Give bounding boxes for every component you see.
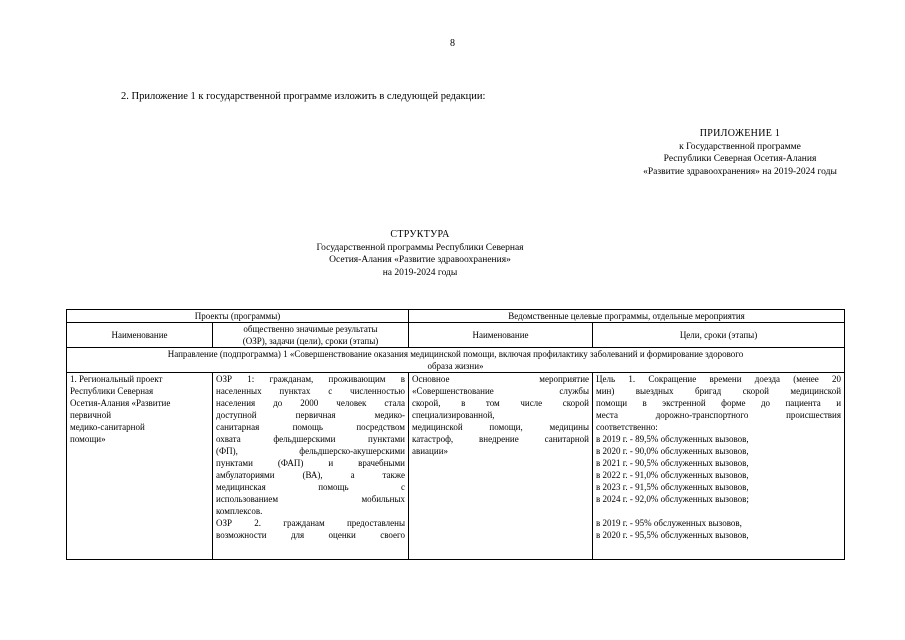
structure-line: на 2019-2024 годы <box>382 267 458 278</box>
ozr-cell <box>213 373 409 560</box>
goal-year-line: в 2019 г. - 89,5% обслуженных вызовов, <box>596 434 749 444</box>
activity-line: специализированной, <box>412 410 495 420</box>
header-results-line: (ОЗР), задачи (цели), сроки (этапы) <box>242 336 379 346</box>
ozr-line: возможности для оценки своего <box>216 530 405 540</box>
appendix-line: к Государственной программе <box>679 141 801 152</box>
project-name-cell <box>67 373 213 560</box>
goal-year-line: в 2020 г. - 90,0% обслуженных вызовов, <box>596 446 749 456</box>
appendix-heading <box>540 128 905 178</box>
activity-line: медицинской помощи, медицины <box>412 422 589 432</box>
header-results <box>213 323 409 348</box>
ozr-line: комплексов. <box>216 506 263 516</box>
ozr-line: санитарная помощь посредством <box>216 422 405 432</box>
structure-line: Осетия-Алания «Развитие здравоохранения» <box>329 255 511 265</box>
goal-line: Цель 1. Сокращение времени доезда (менее 20 <box>596 374 842 384</box>
section-line: Направление (подпрограмма) 1 «Совершенствование оказания медицинской помощи, включая профилактику заболеваний и формирование здорового <box>167 349 744 359</box>
goal-line: места дорожно-транспортного происшествия <box>596 410 842 420</box>
ozr-line: ОЗР 1: гражданам, проживающим в <box>216 374 405 384</box>
activity-line: авиации» <box>412 446 449 456</box>
appendix-line: Республики Северная Осетия-Алания <box>663 154 817 164</box>
appendix-line: «Развитие здравоохранения» на 2019-2024 годы <box>643 166 837 177</box>
goal-year-line: в 2022 г. - 91,0% обслуженных вызовов, <box>596 470 749 480</box>
header-name-right: Наименование <box>409 323 593 348</box>
goal-line: соответственно: <box>596 422 658 432</box>
section-row <box>67 348 845 373</box>
goal-year-line: в 2021 г. - 90,5% обслуженных вызовов, <box>596 458 749 468</box>
table-header-row <box>67 310 845 323</box>
project-line: Республики Северная <box>70 386 154 396</box>
ozr-line: использованием мобильных <box>216 494 405 504</box>
page-number: 8 <box>450 38 455 49</box>
intro-paragraph: 2. Приложение 1 к государственной программе изложить в следующей редакции: <box>121 91 486 102</box>
header-departmental: Ведомственные целевые программы, отдельные мероприятия <box>409 310 845 323</box>
ozr-line: доступной первичная медико- <box>216 410 405 420</box>
appendix-title: ПРИЛОЖЕНИЕ 1 <box>699 128 781 139</box>
ozr-line: амбулаториями (ВА), а также <box>216 470 405 480</box>
activity-line: «Совершенствование службы <box>412 386 589 396</box>
goal-line: помощи в экстренной форме до пациента и <box>596 398 842 408</box>
activity-cell <box>409 373 593 560</box>
goal-year-line: в 2020 г. - 95,5% обслуженных вызовов, <box>596 530 749 540</box>
structure-heading <box>220 229 620 279</box>
header-name-left: Наименование <box>67 323 213 348</box>
project-line: 1. Региональный проект <box>70 374 163 384</box>
ozr-line: (ФП), фельдшерско-акушерскими <box>216 446 405 456</box>
header-goals: Цели, сроки (этапы) <box>593 323 845 348</box>
ozr-line: ОЗР 2. гражданам предоставлены <box>216 518 405 528</box>
project-line: помощи» <box>70 434 106 444</box>
header-results-line: общественно значимые результаты <box>243 324 378 334</box>
header-projects: Проекты (программы) <box>67 310 409 323</box>
activity-line: катастроф, внедрение санитарной <box>412 434 589 444</box>
section-line: образа жизни» <box>427 361 484 371</box>
activity-line: Основное мероприятие <box>412 374 589 384</box>
goal-year-line: в 2024 г. - 92,0% обслуженных вызовов; <box>596 494 749 504</box>
activity-line: скорой, в том числе скорой <box>412 398 589 408</box>
table-row <box>67 373 845 560</box>
ozr-line: пунктами (ФАП) и врачебными <box>216 458 405 468</box>
goals-cell <box>593 373 845 560</box>
ozr-line: населения до 2000 человек стала <box>216 398 405 408</box>
goal-spacer <box>596 505 841 517</box>
project-line: первичной <box>70 410 112 420</box>
structure-line: Государственной программы Республики Северная <box>316 242 524 253</box>
project-line: Осетия-Алания «Развитие <box>70 398 171 408</box>
project-line: медико-санитарной <box>70 422 145 432</box>
structure-table <box>66 309 845 560</box>
table-subheader-row <box>67 323 845 348</box>
goal-line: мин) выездных бригад скорой медицинской <box>596 386 842 396</box>
ozr-line: населенных пунктах с численностью <box>216 386 405 396</box>
goal-year-line: в 2019 г. - 95% обслуженных вызовов, <box>596 518 742 528</box>
ozr-line: охвата фельдшерскими пунктами <box>216 434 405 444</box>
goal-year-line: в 2023 г. - 91,5% обслуженных вызовов, <box>596 482 749 492</box>
section-cell <box>67 348 845 373</box>
ozr-line: медицинская помощь с <box>216 482 405 492</box>
structure-title: СТРУКТУРА <box>390 229 450 240</box>
